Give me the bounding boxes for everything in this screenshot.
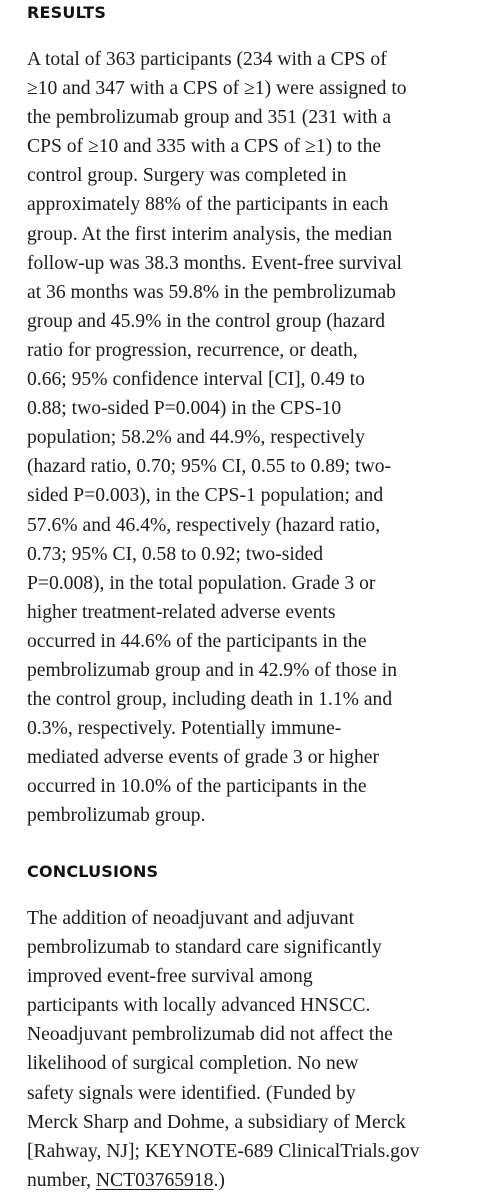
results-heading: RESULTS — [27, 3, 107, 22]
conclusions-text-end: .) — [213, 1169, 225, 1191]
conclusions-paragraph — [27, 904, 467, 1195]
conclusions-text: The addition of neoadjuvant and adjuvant pembrolizumab to standard care significantly improved event-free survival among participants with locally advanced HNSCC. Neoadjuvant pembrolizumab did not affect the likelihood of surgical completion. No new safety signals were identified. (Funded by Merck Sharp and Dohme, a subsidiary of Merck [Rahway, NJ]; KEYNOTE-689 ClinicalTrials.gov number, — [27, 908, 420, 1191]
conclusions-heading: CONCLUSIONS — [27, 862, 159, 881]
results-paragraph: A total of 363 participants (234 with a CPS of ≥10 and 347 with a CPS of ≥1) were assigned to the pembrolizumab group and 351 (231 with a CPS of ≥10 and 335 with a CPS of ≥1) to the control group. Surgery was completed in approximately 88% of the participants in each group. At the first interim analysis, the median follow-up was 38.3 months. Event-free survival at 36 months was 59.8% in the pembrolizumab group and 45.9% in the control group (hazard ratio for progression, recurrence, or death, 0.66; 95% confidence interval [CI], 0.49 to 0.88; two-sided P=0.004) in the CPS-10 population; 58.2% and 44.9%, respectively (hazard ratio, 0.70; 95% CI, 0.55 to 0.89; two- sided P=0.003), in the CPS-1 population; and 57.6% and 46.4%, respectively (hazard ratio, 0.73; 95% CI, 0.58 to 0.92; two-sided P=0.008), in the total population. Grade 3 or higher treatment-related adverse events occurred in 44.6% of the participants in the pembrolizumab group and in 42.9% of those in the control group, including death in 1.1% and 0.3%, respectively. Potentially immune- mediated adverse events of grade 3 or higher occurred in 10.0% of the participants in the pembrolizumab group. — [27, 49, 407, 827]
clinical-trial-link[interactable]: NCT03765918 — [95, 1169, 214, 1191]
